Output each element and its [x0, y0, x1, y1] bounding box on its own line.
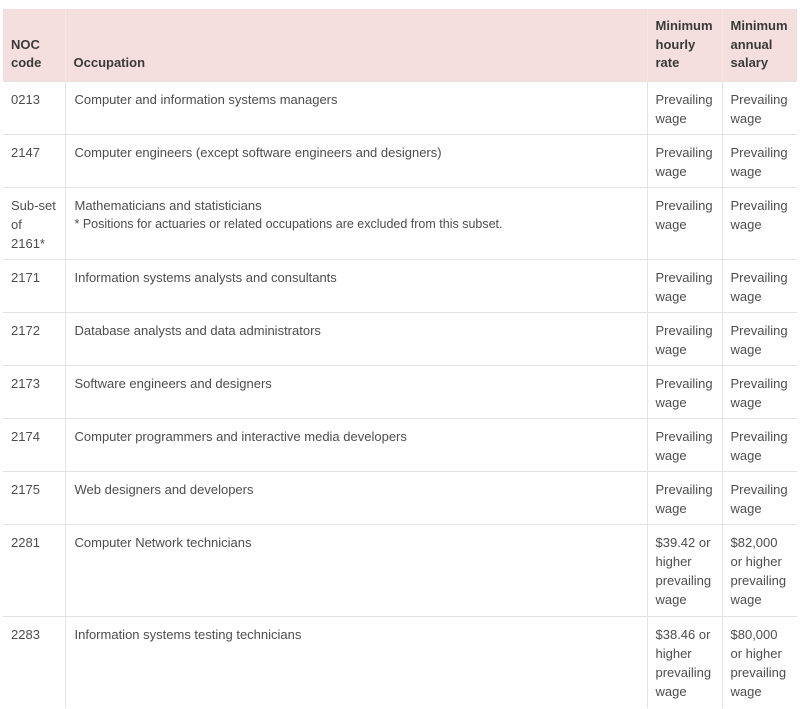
occupation-table-frame [3, 9, 797, 709]
hourly-rate-cell: Prevailing wage [647, 471, 722, 524]
occupation-cell: Information systems analysts and consultants [65, 259, 647, 312]
occupation-wage-table [3, 9, 797, 708]
table-row [3, 471, 797, 524]
noc-code-cell: 2172 [3, 312, 65, 365]
occupation-cell: Software engineers and designers [65, 365, 647, 418]
occupation-cell [65, 187, 647, 259]
noc-code-cell: Sub-set of 2161* [3, 187, 65, 259]
occupation-cell: Computer programmers and interactive media developers [65, 418, 647, 471]
occupation-cell: Computer engineers (except software engineers and designers) [65, 134, 647, 187]
noc-code-cell: 2174 [3, 418, 65, 471]
hourly-rate-cell: $39.42 or higher prevailing wage [647, 524, 722, 616]
header-hourly-label: Minimum hourly rate [655, 18, 713, 70]
noc-code-cell: 2173 [3, 365, 65, 418]
header-occupation [65, 9, 647, 81]
annual-salary-cell: Prevailing wage [722, 312, 797, 365]
table-row [3, 81, 797, 134]
table-row [3, 259, 797, 312]
noc-code-cell: 0213 [3, 81, 65, 134]
header-minimum-annual-salary [722, 9, 797, 81]
header-minimum-hourly-rate [647, 9, 722, 81]
occupation-cell: Computer and information systems managers [65, 81, 647, 134]
hourly-rate-cell: $38.46 or higher prevailing wage [647, 616, 722, 708]
noc-code-cell: 2175 [3, 471, 65, 524]
table-row [3, 312, 797, 365]
hourly-rate-cell: Prevailing wage [647, 81, 722, 134]
annual-salary-cell: Prevailing wage [722, 187, 797, 259]
hourly-rate-cell: Prevailing wage [647, 259, 722, 312]
header-noc-code [3, 9, 65, 81]
occupation-cell: Database analysts and data administrators [65, 312, 647, 365]
noc-code-cell: 2171 [3, 259, 65, 312]
annual-salary-cell: Prevailing wage [722, 365, 797, 418]
hourly-rate-cell: Prevailing wage [647, 312, 722, 365]
header-noc-code-label: NOC code [11, 36, 42, 70]
annual-salary-cell: Prevailing wage [722, 81, 797, 134]
table-row [3, 365, 797, 418]
occupation-cell: Computer Network technicians [65, 524, 647, 616]
table-row [3, 524, 797, 616]
header-annual-label: Minimum annual salary [730, 18, 788, 70]
occupation-cell: Web designers and developers [65, 471, 647, 524]
table-row [3, 134, 797, 187]
noc-code-cell: 2283 [3, 616, 65, 708]
annual-salary-cell: Prevailing wage [722, 418, 797, 471]
occupation-cell: Information systems testing technicians [65, 616, 647, 708]
hourly-rate-cell: Prevailing wage [647, 187, 722, 259]
occupation-footnote: * Positions for actuaries or related occupations are excluded from this subset. [74, 216, 503, 231]
table-row [3, 616, 797, 708]
annual-salary-cell: $80,000 or higher prevailing wage [722, 616, 797, 708]
hourly-rate-cell: Prevailing wage [647, 134, 722, 187]
hourly-rate-cell: Prevailing wage [647, 365, 722, 418]
noc-code-cell: 2281 [3, 524, 65, 616]
occupation-name: Mathematicians and statisticians [74, 197, 262, 213]
annual-salary-cell: $82,000 or higher prevailing wage [722, 524, 797, 616]
table-row [3, 187, 797, 259]
hourly-rate-cell: Prevailing wage [647, 418, 722, 471]
annual-salary-cell: Prevailing wage [722, 134, 797, 187]
annual-salary-cell: Prevailing wage [722, 471, 797, 524]
table-row [3, 418, 797, 471]
header-occupation-label: Occupation [73, 55, 146, 70]
table-header-row [3, 9, 797, 81]
annual-salary-cell: Prevailing wage [722, 259, 797, 312]
noc-code-cell: 2147 [3, 134, 65, 187]
